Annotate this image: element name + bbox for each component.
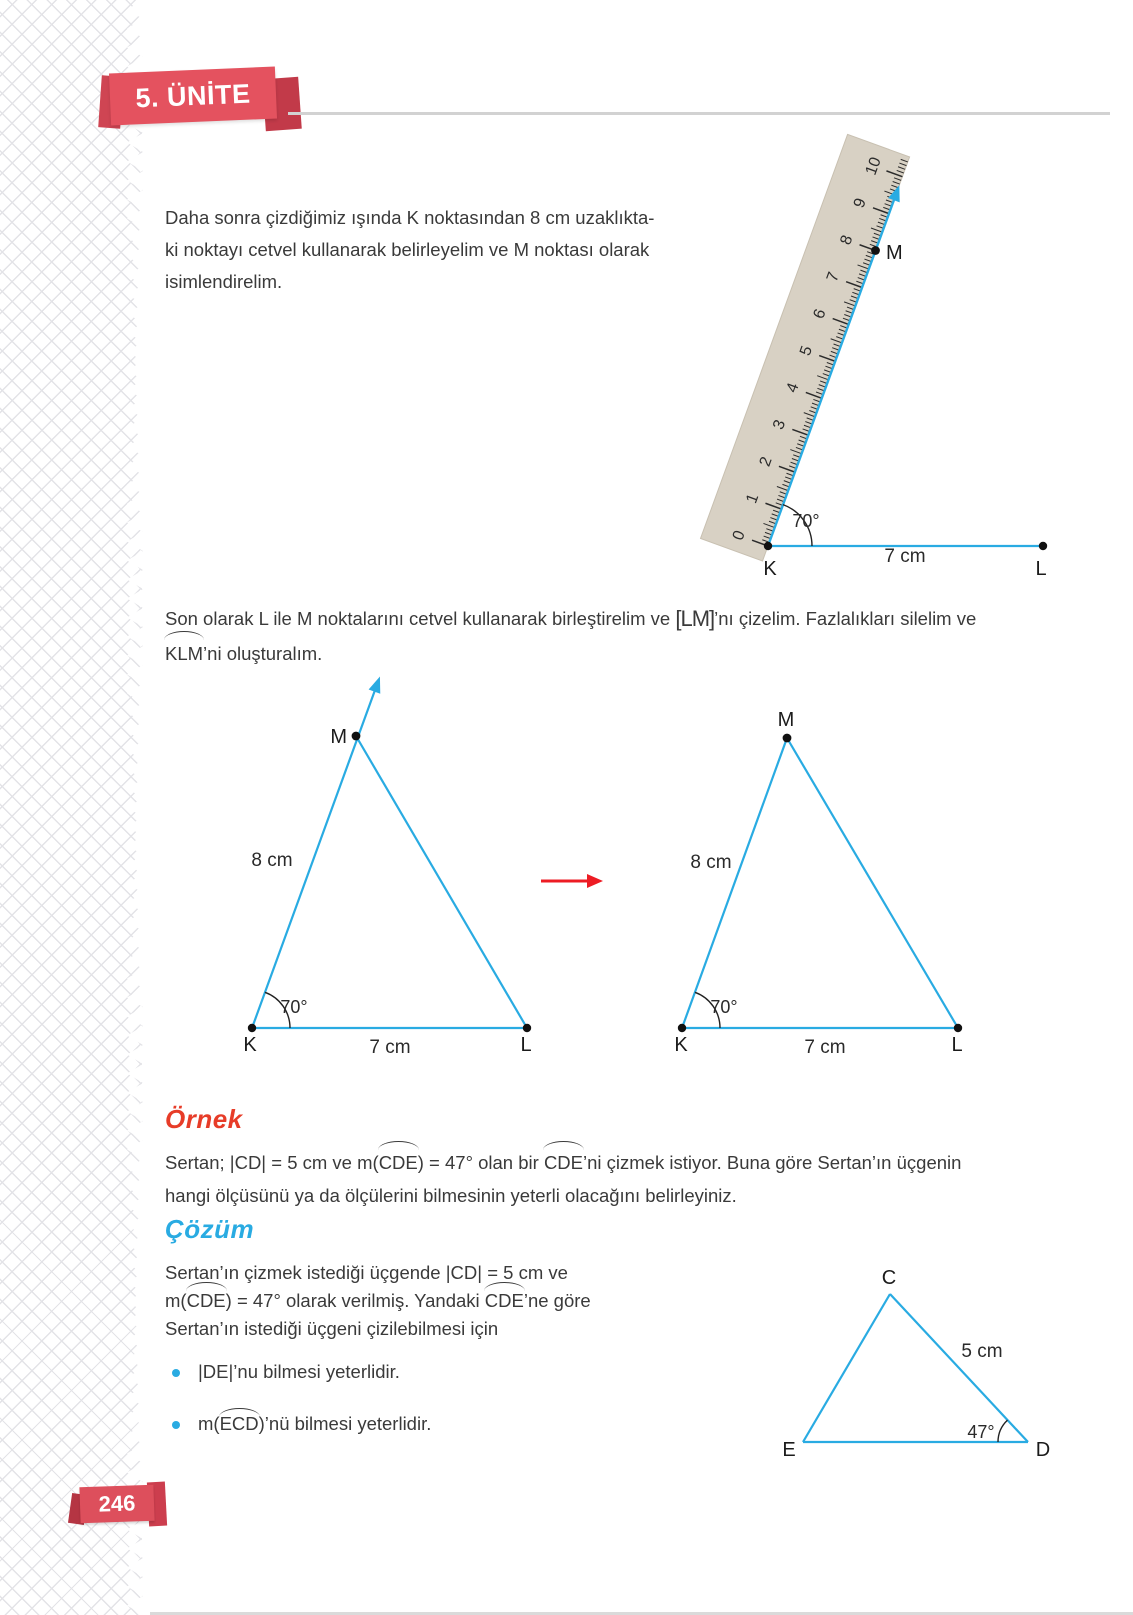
side-measure-label: 8 cm — [690, 852, 732, 873]
segment-ml — [356, 736, 527, 1028]
solution-text-3: ) = 47° olarak verilmiş. Yandaki — [225, 1290, 485, 1311]
intro-line-1: Daha sonra çizdiğimiz ışında K noktasından 8 cm uzaklıkta- — [165, 207, 655, 228]
triangle-klm-with-ray — [243, 674, 531, 1058]
label-c: C — [881, 1267, 897, 1289]
segment-ml — [787, 738, 958, 1028]
segment-km — [682, 738, 787, 1028]
page-number-text: 246 — [98, 1490, 136, 1517]
label-k: K — [243, 1034, 257, 1056]
side-measure-label: 5 cm — [961, 1341, 1003, 1362]
angle-cde-notation: CDE — [544, 1146, 583, 1179]
point-l — [1039, 542, 1047, 550]
page-number — [79, 1485, 154, 1524]
label-k: K — [763, 558, 777, 580]
point-l — [523, 1024, 531, 1032]
arrow-head — [587, 874, 603, 888]
solution-text-5: Sertan’ın istediği üçgeni çizilebilmesi için — [165, 1318, 499, 1339]
triangle-klm-final — [674, 709, 962, 1058]
label-l: L — [1035, 558, 1047, 580]
angle-cde-notation: CDE — [485, 1287, 524, 1315]
example-text-3: ’ni çizmek istiyor. Buna göre Sertan’ın üçgenin — [583, 1152, 962, 1173]
label-l: L — [951, 1034, 963, 1056]
segment-lm-notation: [LM] — [675, 606, 715, 631]
ruler-number: 2 — [756, 454, 776, 469]
point-m — [783, 734, 792, 743]
segment-ce — [803, 1294, 890, 1442]
label-e: E — [782, 1439, 796, 1461]
base-measure-label: 7 cm — [884, 546, 926, 567]
ruler-number: 0 — [729, 528, 749, 543]
angle-cde-notation: CDE — [187, 1287, 226, 1315]
solution-text-4: ’ne göre — [523, 1290, 591, 1311]
ruler — [701, 134, 916, 563]
intro-line-2: ki noktayı cetvel kullanarak belirleyelim ve M noktası olarak — [165, 239, 650, 260]
angle-cde-notation: CDE — [379, 1146, 418, 1179]
solution-text-1: Sertan’ın çizmek istediği üçgende |CD| = 5 cm ve — [165, 1262, 568, 1283]
point-l — [954, 1024, 962, 1032]
point-m — [871, 246, 880, 255]
point-m — [352, 732, 361, 741]
ruler-number: 9 — [850, 196, 870, 211]
example-text-4: hangi ölçüsünü ya da ölçülerini bilmesinin yeterli olacağını belirleyiniz. — [165, 1185, 737, 1206]
solution-text-2: m( — [165, 1290, 187, 1311]
ruler-construction-figure — [701, 134, 1048, 580]
page-number-badge — [68, 1478, 178, 1534]
label-d: D — [1035, 1439, 1051, 1461]
ruler-number: 1 — [743, 491, 763, 506]
ruler-number: 3 — [770, 417, 790, 432]
example-text-2: ) = 47° olan bir — [417, 1152, 544, 1173]
angle-label: 70° — [280, 997, 308, 1017]
base-measure-label: 7 cm — [804, 1037, 846, 1058]
label-k: K — [674, 1034, 688, 1056]
transform-arrow-icon — [541, 874, 603, 888]
side-measure-label: 8 cm — [251, 850, 293, 871]
angle-label: 70° — [710, 997, 738, 1017]
bullet-1-text: |DE|’nu bilmesi yeterlidir. — [198, 1361, 400, 1382]
triangle-cde — [782, 1267, 1050, 1461]
point-k — [678, 1024, 686, 1032]
intro-line-3: isimlendirelim. — [165, 271, 283, 292]
ruler-number: 6 — [810, 306, 830, 322]
step2-text-2: ’nı çizelim. Fazlalıkları silelim ve — [714, 608, 977, 629]
base-measure-label: 7 cm — [369, 1037, 411, 1058]
angle-label: 70° — [792, 511, 820, 531]
bullet-2-pre: m( — [198, 1413, 220, 1434]
segment-cd — [890, 1294, 1028, 1442]
example-heading: Örnek — [165, 1104, 243, 1134]
point-k — [764, 542, 772, 550]
ray-arrowhead-icon — [369, 674, 386, 693]
angle-arc — [998, 1420, 1008, 1442]
angle-ecd-notation: ECD — [219, 1413, 259, 1434]
solution-heading: Çözüm — [165, 1214, 255, 1244]
step2-text-1: Son olarak L ile M noktalarını cetvel kullanarak birleştirelim ve — [165, 608, 676, 629]
ruler-number: 7 — [823, 269, 843, 285]
label-m: M — [886, 242, 903, 264]
step2-text-3: ’ni oluşturalım. — [203, 643, 323, 664]
ruler-number: 4 — [783, 380, 803, 395]
ruler-number: 8 — [837, 233, 857, 248]
bullet-2-post: )’nü bilmesi yeterlidir. — [258, 1413, 432, 1434]
label-m: M — [330, 726, 347, 748]
example-text-1: Sertan; |CD| = 5 cm ve m( — [165, 1152, 379, 1173]
point-k — [248, 1024, 256, 1032]
label-l: L — [520, 1034, 532, 1056]
ruler-number: 5 — [797, 343, 817, 359]
angle-klm-notation: KLM — [165, 636, 203, 671]
angle-label: 47° — [967, 1422, 995, 1442]
label-m: M — [777, 709, 795, 731]
ruler-number: 10 — [862, 155, 885, 178]
unit-title: 5. ÜNİTE — [134, 78, 252, 113]
